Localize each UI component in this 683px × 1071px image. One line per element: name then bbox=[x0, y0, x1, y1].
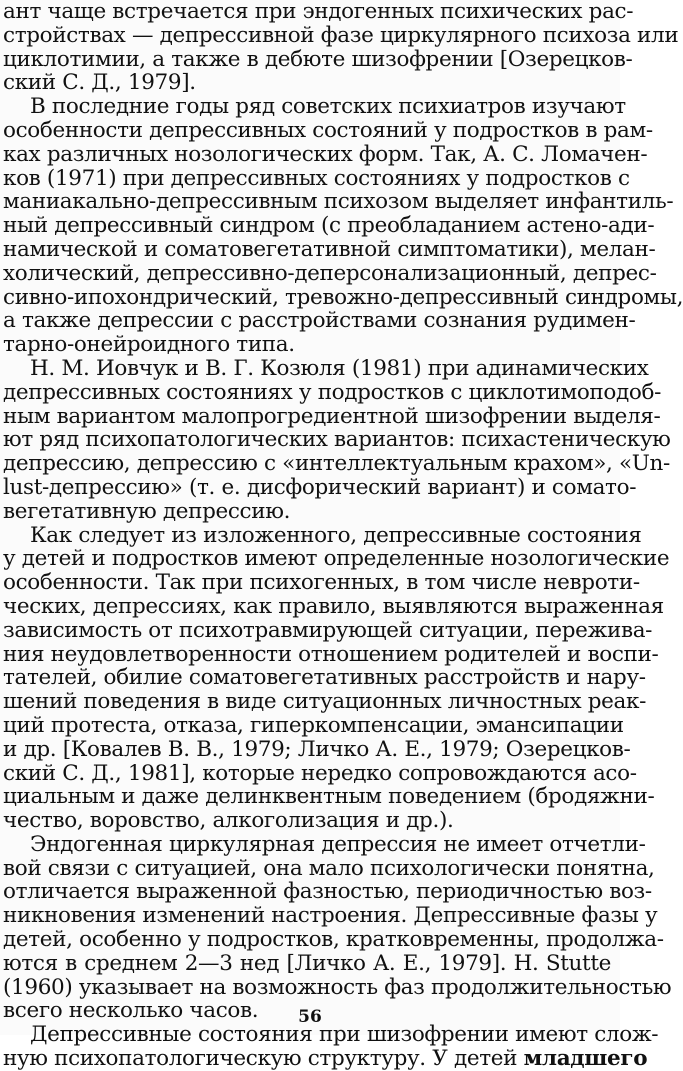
paragraph bbox=[3, 522, 670, 834]
text-line: Н. М. Иовчук и В. Г. Козюля (1981) при адинамических bbox=[30, 355, 649, 381]
text-line bbox=[3, 1046, 648, 1071]
text-line: тарно-онейроидного типа. bbox=[3, 332, 295, 358]
text-line: вегетативную депрессию. bbox=[3, 498, 291, 524]
text-line: особенности депрессивных состояний у подростков в рам- bbox=[3, 117, 653, 143]
text-line: ный депрессивный синдром (с преобладанием астено-ади- bbox=[3, 213, 655, 239]
text-line: стройствах — депрессивной фазе циркулярного психоза или bbox=[3, 22, 679, 48]
text-line: вой связи с ситуацией, она мало психологически понятна, bbox=[3, 855, 655, 881]
text-line: ным вариантом малопрогредиентной шизофрении выделя- bbox=[3, 403, 661, 429]
text-line: зависимость от психотравмирующей ситуации, пережива- bbox=[3, 617, 653, 643]
text-line: ках различных нозологических форм. Так, А. С. Ломачен- bbox=[3, 141, 648, 167]
text-line: ский С. Д., 1979]. bbox=[3, 70, 196, 96]
text-line: ния неудовлетворенности отношением родителей и воспи- bbox=[3, 641, 659, 667]
paragraph bbox=[3, 355, 671, 524]
text-line: ются в среднем 2—3 нед [Личко А. Е., 1979]. H. Stutte bbox=[3, 950, 611, 976]
text-line: lust-депрессию» (т. е. дисфорический вариант) и сомато- bbox=[3, 474, 637, 500]
page-text bbox=[3, 0, 683, 1071]
page-number: 56 bbox=[298, 1007, 322, 1027]
paragraph bbox=[3, 831, 672, 1024]
text-line: сивно-ипохондрический, тревожно-депрессивный синдромы, bbox=[3, 284, 683, 310]
text-line: В последние годы ряд советских психиатров изучают bbox=[30, 94, 626, 120]
text-line: а также депрессии с расстройствами сознания рудимен- bbox=[3, 308, 636, 334]
paragraph bbox=[3, 1022, 659, 1071]
bold-word: младшего bbox=[523, 1046, 648, 1071]
text-line-content: ную психопатологическую структуру. У детей bbox=[3, 1046, 524, 1071]
text-line: ский С. Д., 1981], которые нередко сопровождаются асо- bbox=[3, 760, 637, 786]
paragraph bbox=[3, 0, 679, 96]
text-line: ант чаще встречается при эндогенных психических рас- bbox=[3, 0, 634, 24]
text-line: никновения изменений настроения. Депрессивные фазы у bbox=[3, 903, 658, 929]
paragraph bbox=[3, 94, 683, 358]
text-line: ют ряд психопатологических вариантов: психастеническую bbox=[3, 427, 671, 453]
text-line: отличается выраженной фазностью, периодичностью воз- bbox=[3, 879, 652, 905]
text-line: циклотимии, а также в дебюте шизофрении [Озерецков- bbox=[3, 46, 633, 72]
text-line: (1960) указывает на возможность фаз продолжительностью bbox=[3, 974, 672, 1000]
text-line: Депрессивные состояния при шизофрении имеют слож- bbox=[30, 1022, 659, 1048]
text-line: намической и соматовегетативной симптоматики), мелан- bbox=[3, 236, 656, 262]
text-line: тателей, обилие соматовегетативных расстройств и нару- bbox=[3, 665, 646, 691]
text-line: Как следует из изложенного, депрессивные состояния bbox=[30, 522, 642, 548]
text-line: холический, депрессивно-деперсонализационный, депрес- bbox=[3, 260, 657, 286]
text-line: депрессивных состояниях у подростков с циклотимоподоб- bbox=[3, 379, 661, 405]
text-line: шений поведения в виде ситуационных личностных реак- bbox=[3, 689, 647, 715]
text-line: детей, особенно у подростков, кратковременны, продолжа- bbox=[3, 927, 664, 953]
text-line: Эндогенная циркулярная депрессия не имеет отчетли- bbox=[30, 831, 646, 857]
text-line: всего несколько часов. bbox=[3, 998, 259, 1024]
text-line: и др. [Ковалев В. В., 1979; Личко А. Е., 1979; Озерецков- bbox=[3, 736, 631, 762]
text-line: ческих, депрессиях, как правило, выявляются выраженная bbox=[3, 593, 664, 619]
text-line: циальным и даже делинквентным поведением (бродяжни- bbox=[3, 784, 655, 810]
text-line: чество, воровство, алкоголизация и др.). bbox=[3, 808, 454, 834]
text-line: особенности. Так при психогенных, в том числе невроти- bbox=[3, 570, 640, 596]
text-line: депрессию, депрессию с «интеллектуальным крахом», «Un- bbox=[3, 451, 670, 477]
text-line: ков (1971) при депрессивных состояниях у подростков с bbox=[3, 165, 630, 191]
text-line: у детей и подростков имеют определенные нозологические bbox=[3, 546, 670, 572]
text-line: ций протеста, отказа, гиперкомпенсации, эмансипации bbox=[3, 712, 624, 738]
text-line: маниакально-депрессивным психозом выделяет инфантиль- bbox=[3, 189, 674, 215]
